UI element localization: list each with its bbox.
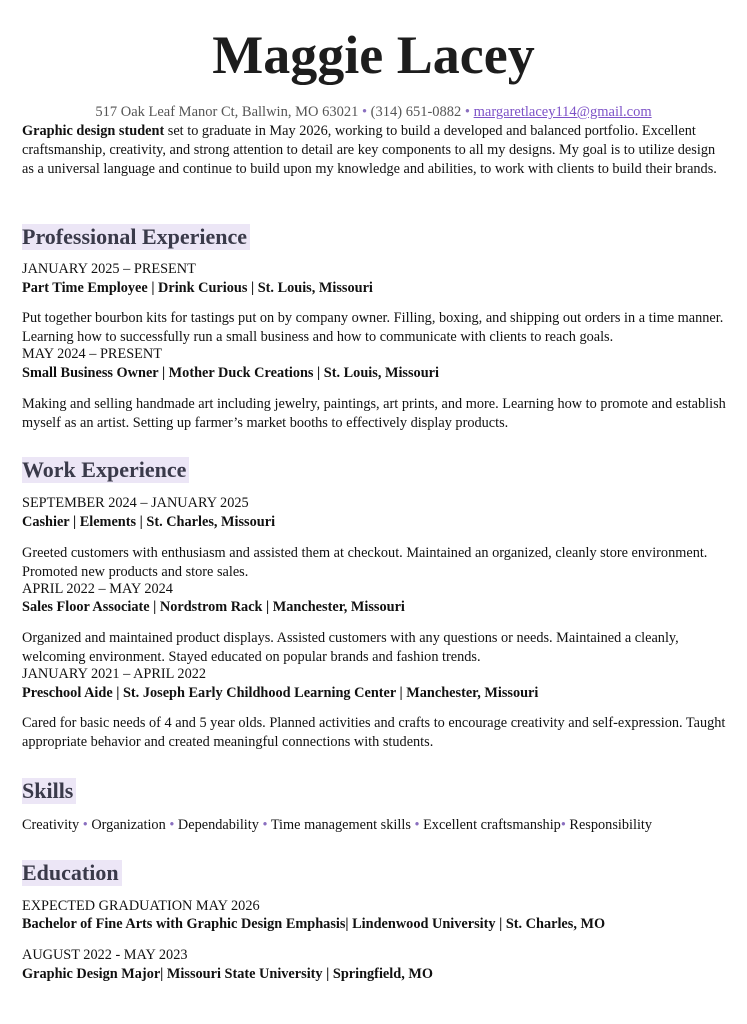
candidate-name: Maggie Lacey [212,25,535,85]
job-date: JANUARY 2021 – APRIL 2022 [22,666,207,682]
skill-item: Creativity [22,817,80,833]
section-heading-skills: Skills [22,778,76,804]
job-date: SEPTEMBER 2024 – JANUARY 2025 [22,495,249,511]
separator-dot: • [262,817,268,833]
education-title: Bachelor of Fine Arts with Graphic Design Emphasis| Lindenwood University | St. Charles, MO [22,916,606,932]
contact-line [0,103,747,121]
address: 517 Oak Leaf Manor Ct, Ballwin, MO 63021 [95,104,359,120]
job-description: Put together bourbon kits for tastings put on by company owner. Filling, boxing, and shipping out orders in a time manner. Learning how to successfully run a small business and how to communicate with clients to reach goals. [22,310,724,345]
skill-item: Time management skills [270,817,411,833]
job-title: Small Business Owner | Mother Duck Creations | St. Louis, Missouri [22,365,439,381]
job-title: Part Time Employee | Drink Curious | St. Louis, Missouri [22,280,373,296]
separator-dot: • [464,104,470,120]
job-title: Cashier | Elements | St. Charles, Missouri [22,514,276,530]
education-date: EXPECTED GRADUATION MAY 2026 [22,898,260,914]
section-heading-work: Work Experience [22,457,189,483]
section-heading-education: Education [22,860,122,886]
separator-dot: • [414,817,420,833]
job-description: Organized and maintained product displays. Assisted customers with any questions or needs. Maintained a cleanly, welcoming environment. Stayed educated on popular brands and fashion trends. [22,630,679,665]
job-description: Cared for basic needs of 4 and 5 year olds. Planned activities and crafts to encourage creativity and self-expression. Taught appropriate behavior and created meaningful connections with students. [22,715,726,750]
separator-dot: • [560,817,566,833]
skill-item: Excellent craftsmanship [423,817,561,833]
phone: (314) 651-0882 [370,104,462,120]
education-title: Graphic Design Major| Missouri State University | Springfield, MO [22,966,433,982]
summary-lead: Graphic design student [22,123,165,139]
separator-dot: • [361,104,368,120]
skill-item: Organization [91,817,166,833]
education-date: AUGUST 2022 - MAY 2023 [22,947,188,963]
separator-dot: • [82,817,88,833]
job-description: Greeted customers with enthusiasm and assisted them at checkout. Maintained an organized, cleanly store environment. Promoted new products and store sales. [22,545,708,580]
separator-dot: • [169,817,175,833]
job-date: JANUARY 2025 – PRESENT [22,261,196,277]
email-link[interactable]: margaretlacey114@gmail.com [473,104,652,120]
skill-item: Responsibility [569,817,653,833]
job-title: Preschool Aide | St. Joseph Early Childhood Learning Center | Manchester, Missouri [22,685,539,701]
job-description: Making and selling handmade art including jewelry, paintings, art prints, and more. Learning how to promote and establish myself as an artist. Setting up farmer’s market booths to effectively display products. [22,396,726,431]
job-date: MAY 2024 – PRESENT [22,346,162,362]
section-heading-professional: Professional Experience [22,224,250,250]
skill-item: Dependability [177,817,259,833]
summary [22,122,727,178]
job-date: APRIL 2022 – MAY 2024 [22,581,173,597]
skills-list [22,816,727,835]
job-title: Sales Floor Associate | Nordstrom Rack | Manchester, Missouri [22,599,405,615]
summary-text: set to graduate in May 2026, working to build a developed and balanced portfolio. Excellent craftsmanship, creativity, and strong attention to detail are key components to all my designs. My goal is to utilize design as a universal language and continue to build upon my knowledge and abilities, to work with clients to build their brands. [22,123,717,177]
